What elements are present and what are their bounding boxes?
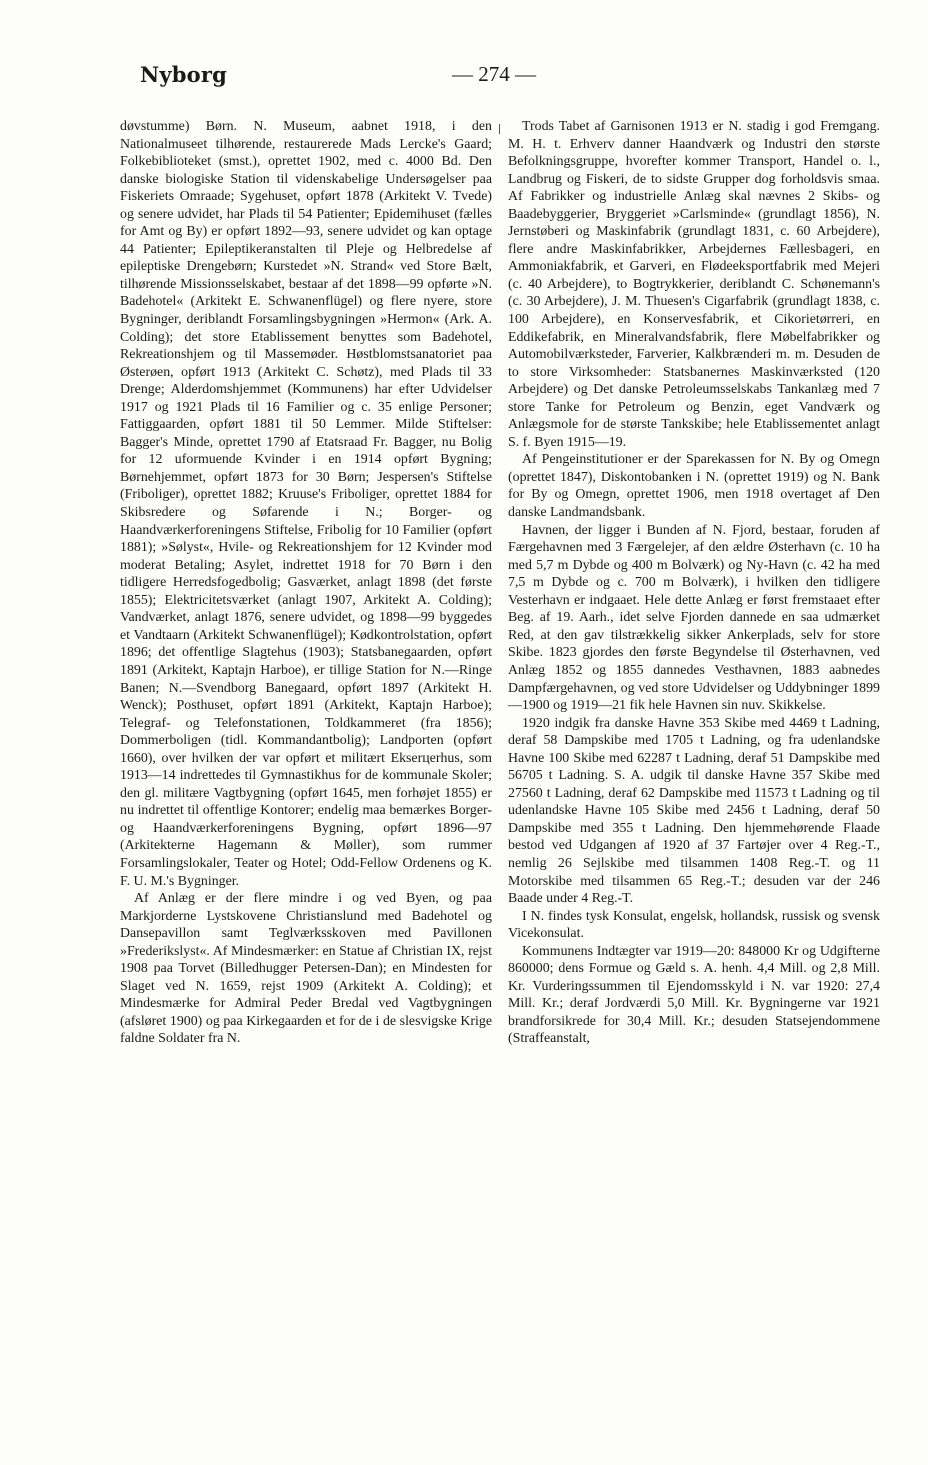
- page-number: — 274 —: [452, 62, 536, 86]
- left-paragraph-1: døvstumme) Børn. N. Museum, aabnet 1918, i den Nationalmuseet tilhørende, restaurerede Mads Lercke's Gaard; Folkebiblioteket (smst.), oprettet 1902, med c. 4000 Bd. Den danske biologiske Station til videnskabelige Undersøgelser paa Fiskeriets Omraade; Sygehuset, opført 1878 (Arkitekt V. Tvede) og senere udvidet, har Plads til 54 Patienter; Epidemihuset (fælles for Amt og By) er opført 1892—93, senere udvidet og kan optage 44 Patienter; Epileptikeranstalten til Pleje og Helbredelse af epileptiske Drengebørn; Kurstedet »N. Strand« ved Store Bælt, tilhørende Missionsselskabet, bestaar af det 1898—99 opførte »N. Badehotel« (Arkitekt E. Schwanenflügel) og flere nyere, store Bygninger, deriblandt Forsamlingsbygningen »Hermon« (Ark. A. Colding); det store Etablissement benyttes som Badehotel, Rekreationshjem og til Massemøder. Høstblomstsanatoriet paa Østerøen, opført 1913 (Arkitekt C. Schøtz), med Plads til 33 Drenge; Alderdomshjemmet (Kommunens) har efter Udvidelser 1917 og 1921 Plads til 16 Familier og c. 35 enlige Personer; Fattiggaarden, opført 1881 til 50 Lemmer. Milde Stiftelser: Bagger's Minde, oprettet 1790 af Etatsraad Fr. Bagger, nu Bolig for 12 uformuende Kvinder i en 1914 opført Bygning; Børnehjemmet, opført 1873 for 30 Børn; Jespersen's Stiftelse (Friboliger), oprettet 1882; Kruuse's Friboliger, oprettet 1884 for Skibsredere og Søfarende i N.; Borger- og Haandværkerforeningens Stiftelse, Fribolig for 10 Familier (opført 1881); »Sølyst«, Hvile- og Rekreationshjem for 12 Kvinder mod moderat Betaling; Asylet, indrettet 1918 for 70 Børn i den tidligere Herredsfogedbolig; Gasværket, anlagt 1898 (det første 1855); Elektricitetsværket (anlagt 1907, Arkitekt A. Colding); Vandværket, anlagt 1876, senere udvidet, og 1898—99 byggedes et Vandtaarn (Arkitekt Schwanenflügel); Kødkontrolstation, opført 1896; det offentlige Slagtehus (1903); Statsbanegaarden, opført 1891 (Arkitekt, Kaptajn Harboe), er tillige Station for N.—Ringe Banen; N.—Svendborg Banegaard, opført 1897 (Arkitekt H. Wenck); Posthuset, opført 1891 (Arkitekt, Kaptajn Harboe); Telegraf- og Telefonstationen, Toldkammeret (fra 1856); Dommerboligen (tidl. Kommandantbolig); Landporten (opført 1660), over hvilken der var opført et militært Ekserцerhus, som 1913—14 indrettedes til Gymnastikhus for de kommunale Skoler; den gl. militære Vagtbygning (opført 1645, men forhøjet 1855) er nu indrettet til offentlige Kontorer; endelig maa bemærkes Borger- og Haandværkerforeningens Bygning, opført 1896—97 (Arkitekterne Hagemann & Møller), som rummer Forsamlingslokaler, Teater og Hotel; Odd-Fellow Ordenens og K. F. U. M.'s Bygninger.: [120, 119, 492, 889]
- right-paragraph-4: 1920 indgik fra danske Havne 353 Skibe med 4469 t Ladning, deraf 58 Dampskibe med 1705 t Ladning, og fra udenlandske Havne 100 Skibe med 62287 t Ladning, deraf 51 Dampskibe med 56705 t Ladning. S. A. udgik til danske Havne 357 Skibe med 27560 t Ladning, deraf 62 Dampskibe med 11573 t Ladning og til udenlandske Havne 105 Skibe med 2456 t Ladning, deraf 50 Dampskibe med 355 t Ladning. Den hjemmehørende Flaade bestod ved Udgangen af 1920 af 37 Fartøjer over 4 Reg.-T., nemlig 26 Sejlskibe med tilsammen 1408 Reg.-T. og 11 Motorskibe med tilsammen 65 Reg.-T.; desuden var der 246 Baade under 4 Reg.-T.: [508, 715, 880, 907]
- place-name-heading: Nyborg: [140, 62, 228, 87]
- right-column: [508, 118, 880, 1048]
- text-columns: [120, 118, 880, 1353]
- left-paragraph-2: Af Anlæg er der flere mindre i og ved Byen, og paa Markjorderne Lystskovene Christianslund med Badehotel og Dansepavillon samt Teglværksskoven med Pavillonen »Frederikslyst«. Af Mindesmærker: en Statue af Christian IX, rejst 1908 paa Torvet (Billedhugger Petersen-Dan); en Mindesten for Slaget ved N. 1659, rejst 1909 (Arkitekt A. Colding); et Mindesmærke for Admiral Peder Bredal ved Vagtbygningen (afsløret 1900) og paa Kirkegaarden et for de i de slesvigske Krige faldne Soldater fra N.: [120, 891, 492, 1047]
- running-head: [140, 62, 790, 94]
- right-paragraph-5: I N. findes tysk Konsulat, engelsk, hollandsk, russisk og svensk Vicekonsulat.: [508, 908, 880, 942]
- right-paragraph-3: Havnen, der ligger i Bunden af N. Fjord, bestaar, foruden af Færgehavnen med 3 Færgelejer, af den ældre Østerhavn (c. 10 ha med 5,7 m Dybde og 400 m Bolværk) og Ny-Havn (c. 42 ha med 7,5 m Dybde og c. 700 m Bolværk), i hvilken den tidligere Vesterhavn er indgaaet. Hele dette Anlæg er først fremstaaet efter Beg. af 19. Aarh., idet selve Fjorden dannede en saa udmærket Red, at den gav tilstrækkelig sikker Ankerplads, selv for store Skibe. 1823 gjordes den første Begyndelse til Østerhavnen, ved Anlæg 1852 og 1855 dannedes Vesthavnen, 1883 aabnedes Dampfærgehavnen, og ved store Udvidelser og Uddybninger 1899—1900 og 1919—21 fik hele Havnen sin nuv. Skikkelse.: [508, 522, 880, 714]
- column-divider: [499, 124, 500, 134]
- left-column: [120, 118, 492, 1048]
- right-paragraph-2: Af Pengeinstitutioner er der Sparekassen for N. By og Omegn (oprettet 1847), Diskontobanken i N. (oprettet 1919) og N. Bank for By og Omegn, oprettet 1906, men 1918 overtaget af Den danske Landmandsbank.: [508, 452, 880, 521]
- right-paragraph-6: Kommunens Indtægter var 1919—20: 848000 Kr og Udgifterne 860000; dens Formue og Gæld s. A. henh. 4,4 Mill. og 2,8 Mill. Kr. Vurderingssummen til Ejendomsskyld i N. var 1920: 27,4 Mill. Kr.; deraf Jordværdi 5,0 Mill. Kr. Bygningerne var 1921 brandforsikrede for 30,4 Mill. Kr.; desuden Statsejendommene (Straffeanstalt,: [508, 943, 880, 1047]
- right-paragraph-1: Trods Tabet af Garnisonen 1913 er N. stadig i god Fremgang. M. H. t. Erhverv danner Haandværk og Industri den største Befolkningsgruppe, hvorefter kommer Transport, Handel o. l., Landbrug og Fiskeri, de to sidste Grupper dog forholdsvis smaa. Af Fabrikker og industrielle Anlæg skal nævnes 2 Skibs- og Baadebyggerier, Bryggeriet »Carlsminde« (grundlagt 1856), N. Jernstøberi og Maskinfabrik (grundlagt 1831, c. 60 Arbejdere), flere andre Maskinfabrikker, Arbejdernes Fællesbageri, en Ammoniakfabrik, et Garveri, en Flødeeksportfabrik med Mejeri (c. 40 Arbejdere), to Bogtrykkerier, deriblandt C. Schønemann's (c. 30 Arbejdere), J. M. Thuesen's Cigarfabrik (grundlagt 1838, c. 100 Arbejdere), en Konservesfabrik, et Cikorietørreri, en Eddikefabrik, en Mineralvandsfabrik, flere Møbelfabrikker og Automobilværksteder, Farverier, Kalkbrænderi m. m. Desuden de to store Virksomheder: Statsbanernes Maskinværksted (120 Arbejdere) og Det danske Petroleumsselskabs Tankanlæg med 7 store Tanke for Petroleum og Benzin, eget Vandværk og Anlægsmole for de største Tankskibe; hele Etablissementet anlagt S. f. Byen 1915—19.: [508, 119, 880, 450]
